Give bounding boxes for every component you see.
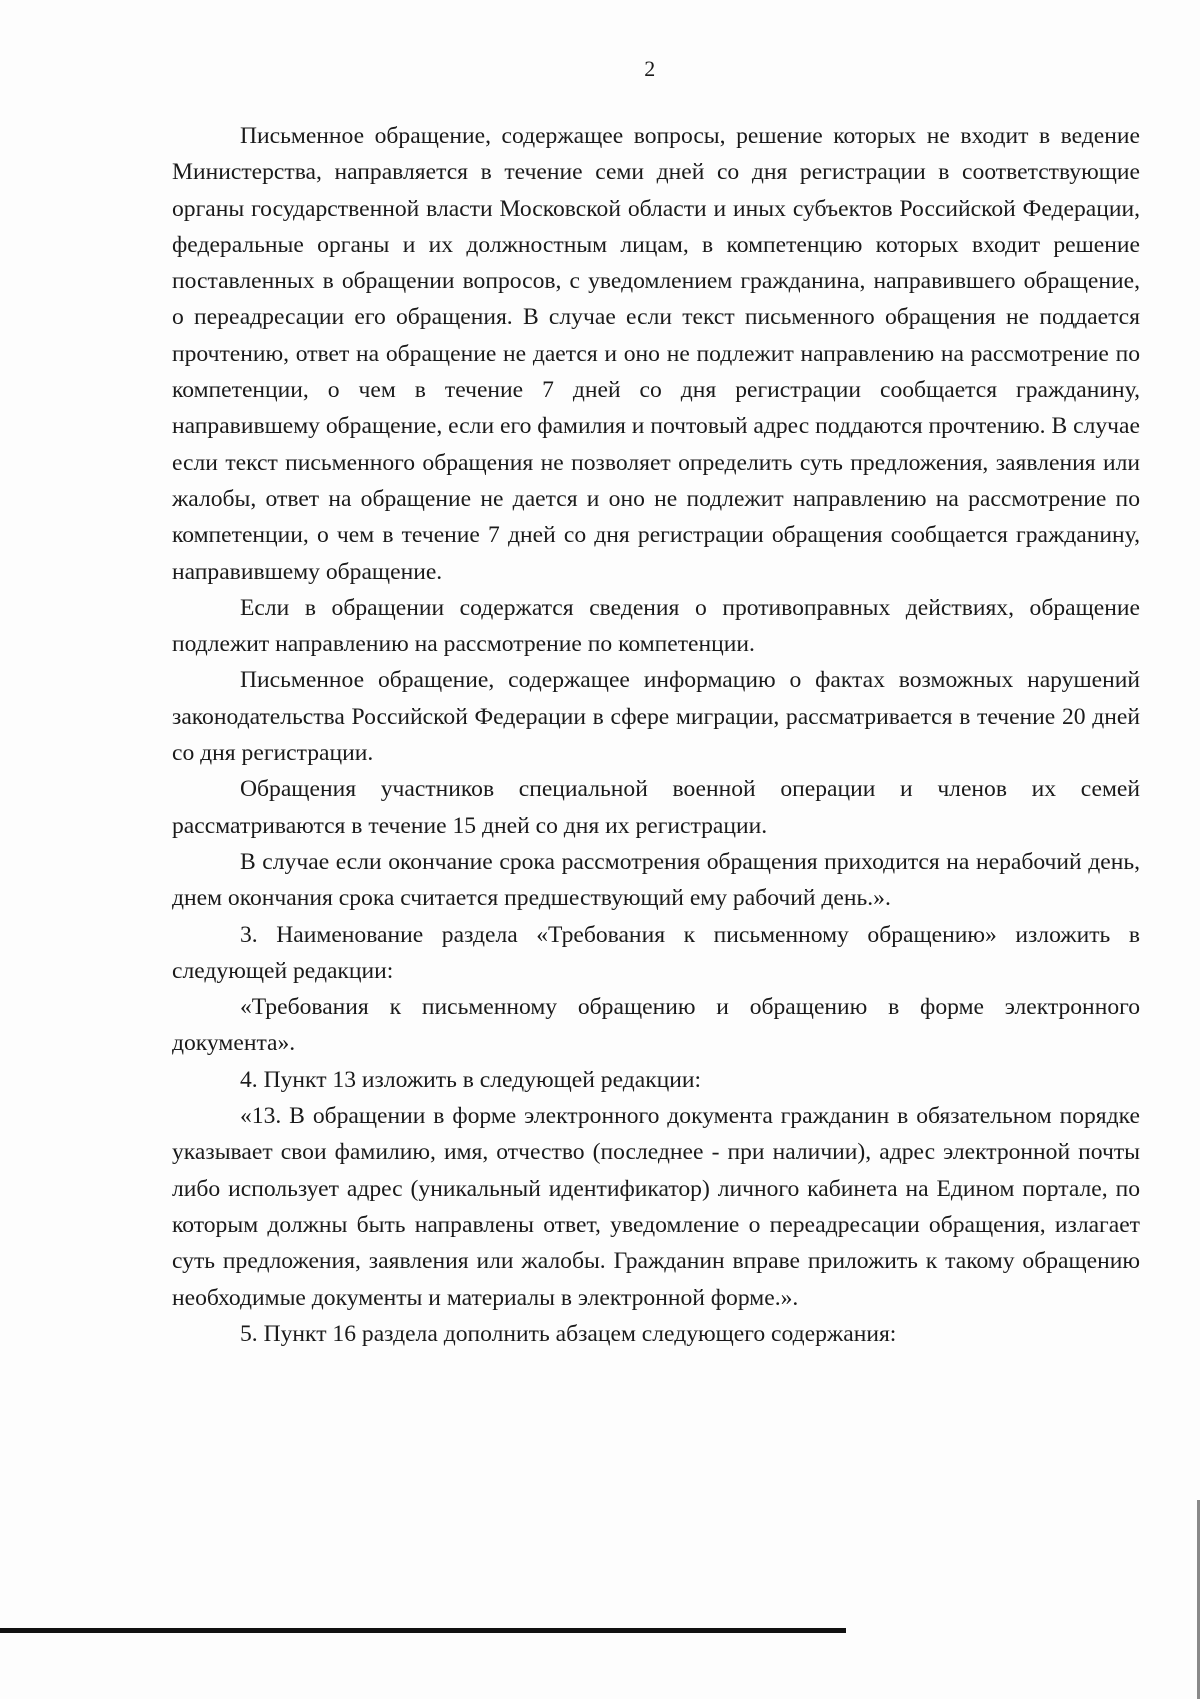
scan-border-line <box>0 1628 846 1633</box>
paragraph-redirection-rules: Письменное обращение, содержащее вопросы, решение которых не входит в ведение Министерства, направляется в течение семи дней со дня регистрации в соответствующие органы государственной власти Московской области и иных субъектов Российской Федерации, федеральные органы и их должностным лицам, в компетенцию которых входит решение поставленных в обращении вопросов, с уведомлением гражданина, направившего обращение, о переадресации его обращения. В случае если текст письменного обращения не поддается прочтению, ответ на обращение не дается и оно не подлежит направлению на рассмотрение по компетенции, о чем в течение 7 дней со дня регистрации сообщается гражданину, направившему обращение, если его фамилия и почтовый адрес поддаются прочтению. В случае если текст письменного обращения не позволяет определить суть предложения, заявления или жалобы, ответ на обращение не дается и оно не подлежит направлению на рассмотрение по компетенции, о чем в течение 7 дней со дня регистрации обращения сообщается гражданину, направившему обращение. <box>172 123 1140 585</box>
paragraph-item-4: 4. Пункт 13 изложить в следующей редакции: <box>240 1066 702 1093</box>
paragraph-svo-participants: Обращения участников специальной военной операции и членов их семей рассматриваются в течение 15 дней со дня их регистрации. <box>172 776 1140 839</box>
page-number: 2 <box>644 56 656 81</box>
document-body <box>172 118 1140 1352</box>
paragraph-item-3: 3. Наименование раздела «Требования к письменному обращению» изложить в следующей редакции: <box>172 921 1140 984</box>
paragraph-non-working-day: В случае если окончание срока рассмотрения обращения приходится на нерабочий день, днем окончания срока считается предшествующий ему рабочий день.». <box>172 848 1140 912</box>
paragraph-clause-13: «13. В обращении в форме электронного документа гражданин в обязательном порядке указывает свои фамилию, имя, отчество (последнее - при наличии), адрес электронной почты либо использует адрес (уникальный идентификатор) личного кабинета на Едином портале, по которым должны быть направлены ответ, уведомление о переадресации обращения, излагает суть предложения, заявления или жалобы. Гражданин вправе приложить к такому обращению необходимые документы и материалы в электронной форме.». <box>172 1103 1140 1311</box>
paragraph-item-5: 5. Пункт 16 раздела дополнить абзацем следующего содержания: <box>240 1320 897 1347</box>
paragraph-unlawful-actions: Если в обращении содержатся сведения о противоправных действиях, обращение подлежит направлению на рассмотрение по компетенции. <box>172 594 1140 658</box>
paragraph-section-title-new: «Требования к письменному обращению и обращению в форме электронного документа». <box>172 994 1140 1057</box>
paragraph-migration-violations: Письменное обращение, содержащее информацию о фактах возможных нарушений законодательства Российской Федерации в сфере миграции, рассматривается в течение 20 дней со дня регистрации. <box>172 667 1140 767</box>
